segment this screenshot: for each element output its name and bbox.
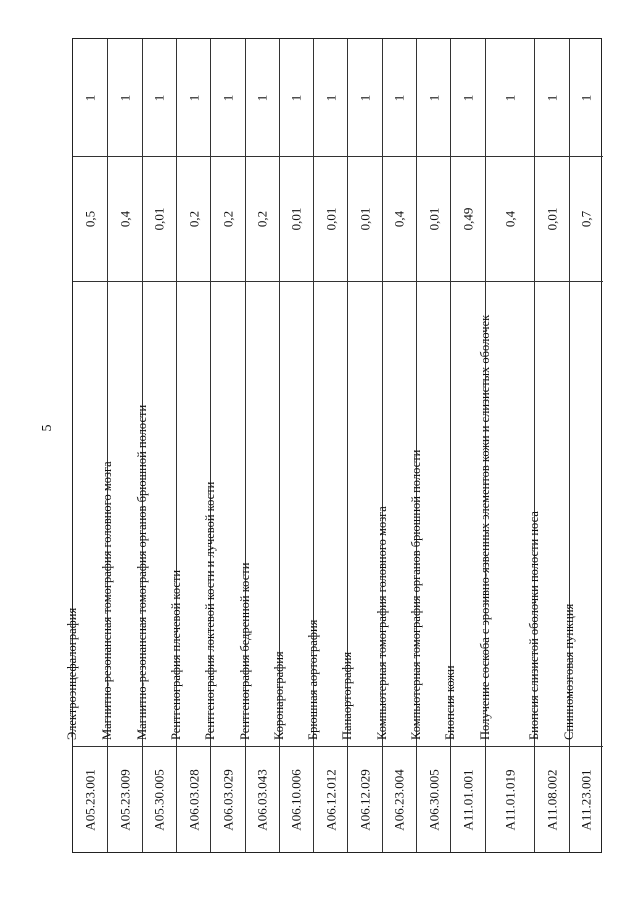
service-code-cell [535,747,568,852]
service-code-cell [348,747,381,852]
service-name-text: Спинномозговая пункция [561,603,576,740]
frequency-text: 0,4 [391,210,407,228]
service-code-cell [108,747,141,852]
frequency-text: 0,01 [323,207,339,231]
service-code-cell [73,747,107,852]
service-name-text: Компьютерная томография головного мозга [374,506,389,740]
multiplicity-cell [314,39,347,157]
service-code-text: A06.23.004 [391,768,407,831]
multiplicity-text: 1 [254,94,270,101]
multiplicity-text: 1 [82,94,98,101]
frequency-cell [73,157,107,282]
service-name-text: Рентгенография плечевой кости [168,569,183,740]
frequency-cell [177,157,210,282]
frequency-cell [535,157,568,282]
service-code-text: A06.12.012 [323,768,339,831]
frequency-cell [486,157,535,282]
service-code-cell [314,747,347,852]
service-code-text: A05.30.005 [151,768,167,831]
service-name-text: Панаортография [340,651,355,740]
service-code-cell [246,747,279,852]
frequency-cell [314,157,347,282]
multiplicity-cell [177,39,210,157]
service-code-text: A06.12.029 [357,768,373,831]
multiplicity-text: 1 [578,94,594,101]
multiplicity-cell [73,39,107,157]
multiplicity-cell [383,39,416,157]
frequency-cell [451,157,484,282]
frequency-cell [211,157,244,282]
service-name-text: Получение соскоба с эрозивно-язвенных элементов кожи и слизистых оболочек [477,314,492,740]
multiplicity-text: 1 [391,94,407,101]
multiplicity-text: 1 [323,94,339,101]
service-name-text: Магнитно-резонансная томография головного мозга [100,461,115,740]
table-row [561,39,603,852]
frequency-cell [246,157,279,282]
frequency-cell [383,157,416,282]
service-code-text: A06.30.005 [426,768,442,831]
service-name-cell [561,282,603,747]
service-name-text: Рентгенография локтевой кости и лучевой кости [203,481,218,740]
service-code-text: A11.23.001 [578,769,594,830]
frequency-text: 0,01 [288,207,304,231]
frequency-cell [108,157,141,282]
multiplicity-text: 1 [502,94,518,101]
frequency-text: 0,49 [460,207,476,231]
multiplicity-text: 1 [544,94,560,101]
service-code-text: A06.10.006 [288,768,304,831]
page-number: 5 [40,424,55,432]
multiplicity-text: 1 [220,94,236,101]
service-code-text: A11.01.001 [460,769,476,830]
service-code-cell [383,747,416,852]
service-name-text: Коронарография [271,651,286,740]
service-code-text: A05.23.001 [82,768,98,831]
frequency-cell [417,157,450,282]
frequency-cell [348,157,381,282]
service-code-cell [486,747,535,852]
frequency-text: 0,4 [117,210,133,228]
frequency-text: 0,2 [186,210,202,228]
service-code-text: A05.23.009 [117,768,133,831]
frequency-text: 0,2 [254,210,270,228]
frequency-text: 0,01 [426,207,442,231]
frequency-text: 0,01 [151,207,167,231]
service-name-text: Компьютерная томография органов брюшной полости [409,449,424,740]
frequency-cell [280,157,313,282]
frequency-text: 0,5 [82,210,98,228]
multiplicity-text: 1 [426,94,442,101]
service-name-text: Рентгенография бедренной кости [237,562,252,740]
multiplicity-text: 1 [357,94,373,101]
service-code-text: A11.08.002 [544,769,560,830]
service-code-cell [211,747,244,852]
multiplicity-cell [486,39,535,157]
service-code-cell [570,747,603,852]
frequency-text: 0,01 [544,207,560,231]
frequency-text: 0,7 [578,210,594,228]
service-code-text: A11.01.019 [502,769,518,830]
multiplicity-cell [280,39,313,157]
service-name-text: Брюшная аортография [306,619,321,740]
multiplicity-text: 1 [460,94,476,101]
service-code-text: A06.03.029 [220,768,236,831]
multiplicity-cell [143,39,176,157]
multiplicity-text: 1 [288,94,304,101]
multiplicity-cell [348,39,381,157]
service-code-cell [280,747,313,852]
multiplicity-cell [570,39,603,157]
multiplicity-cell [535,39,568,157]
service-name-text: Биопсия кожи [443,665,458,740]
multiplicity-text: 1 [186,94,202,101]
frequency-text: 0,01 [357,207,373,231]
multiplicity-cell [108,39,141,157]
multiplicity-cell [246,39,279,157]
service-name-text: Биопсия слизистой оболочки полости носа [527,511,542,740]
service-code-text: A06.03.028 [186,768,202,831]
service-code-cell [451,747,484,852]
multiplicity-text: 1 [117,94,133,101]
frequency-cell [570,157,603,282]
service-code-cell [143,747,176,852]
service-code-cell [417,747,450,852]
service-code-cell [177,747,210,852]
frequency-text: 0,2 [220,210,236,228]
service-name-text: Электроэнцефалография [65,607,79,740]
frequency-cell [143,157,176,282]
frequency-text: 0,4 [502,210,518,228]
multiplicity-cell [211,39,244,157]
multiplicity-cell [451,39,484,157]
services-table [65,38,602,853]
service-code-text: A06.03.043 [254,768,270,831]
multiplicity-cell [417,39,450,157]
multiplicity-text: 1 [151,94,167,101]
service-name-text: Магнитно-резонансная томография органов брюшной полости [134,404,149,740]
